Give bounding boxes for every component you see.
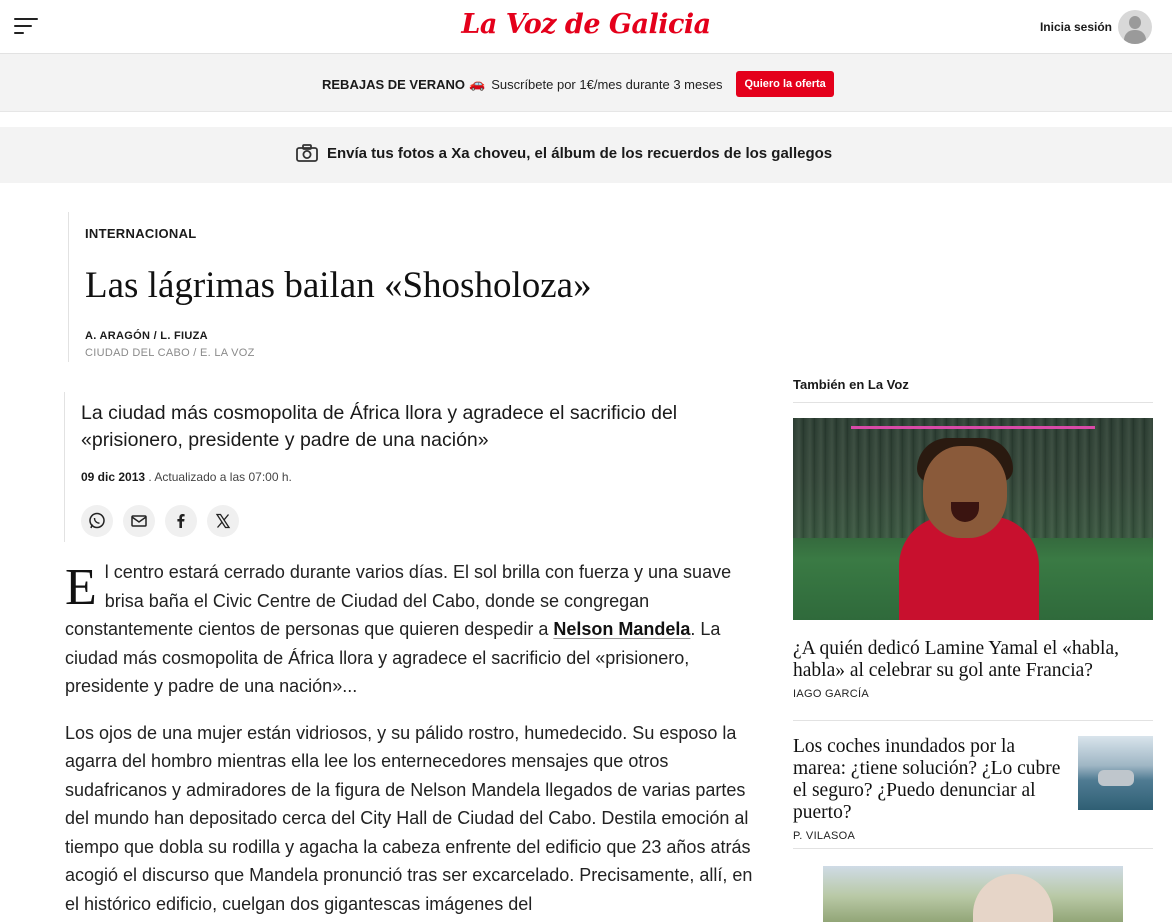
promo-text: Suscríbete por 1€/mes durante 3 meses xyxy=(491,76,723,92)
email-icon xyxy=(130,512,148,530)
related-item-title[interactable]: Los coches inundados por la marea: ¿tiene solución? ¿Lo cubre el seguro? ¿Puedo denunciar al puerto? xyxy=(793,736,1061,823)
paragraph-text: l centro estará cerrado durante varios días. El sol brilla con fuerza y una suave brisa baña el Civic Centre de Ciudad del Cabo, donde se congregan constantemente cientos de personas que quieren despedir a xyxy=(65,562,732,639)
article-updated: . Actualizado a las 07:00 h. xyxy=(148,470,292,484)
x-share-button[interactable] xyxy=(207,505,239,537)
promo-title: REBAJAS DE VERANO xyxy=(322,76,466,92)
drop-cap: E xyxy=(65,559,97,616)
whatsapp-share-button[interactable] xyxy=(81,505,113,537)
car-icon: 🚗 xyxy=(469,76,486,91)
article-date-line xyxy=(81,470,292,484)
promo-banner xyxy=(0,54,1172,112)
article-paragraph: Los ojos de una mujer están vidriosos, y su pálido rostro, humedecido. Su esposo la agarra del hombro mientras ella lee los enternecedores mensajes que otros sudafricanos y admiradores de la figura de Nelson Mandela llegados de varias partes del mundo han depositado cerca del City Hall de Ciudad del Cabo. Destila emoción al tiempo que dobla su rodilla y agacha la cabeza enfrente del edificio que 23 años atrás acogió el discurso que Mandela pronunció tras ser excarcelado. Precisamente, allí, en el histórico edificio, cuelgan dos gigantescas imágenes del xyxy=(65,722,753,914)
sidebar-title: También en La Voz xyxy=(793,374,1153,403)
related-item xyxy=(793,736,1063,842)
user-icon[interactable] xyxy=(1118,10,1152,44)
top-bar xyxy=(0,0,1172,54)
camera-icon xyxy=(296,144,318,162)
related-sidebar xyxy=(793,374,1153,842)
whatsapp-icon xyxy=(88,512,106,530)
article-header xyxy=(68,212,768,362)
related-item-author: IAGO GARCÍA xyxy=(793,688,870,700)
site-logo[interactable]: La Voz de Galicia xyxy=(461,9,711,40)
offer-button[interactable]: Quiero la oferta xyxy=(736,71,833,97)
email-share-button[interactable] xyxy=(123,505,155,537)
divider xyxy=(793,848,1153,849)
divider xyxy=(793,720,1153,721)
facebook-share-button[interactable] xyxy=(165,505,197,537)
photo-banner xyxy=(0,127,1172,183)
related-item-author: P. VILASOA xyxy=(793,830,856,842)
facebook-icon xyxy=(172,512,190,530)
login-link[interactable]: Inicia sesión xyxy=(1039,20,1112,34)
related-item-image[interactable] xyxy=(793,418,1153,620)
paragraph-text: . La ciudad más cosmopolita de África llora y agradece el sacrificio del «prisionero, presidente y padre de una nación»... xyxy=(65,619,721,696)
article-subtitle: La ciudad más cosmopolita de África llora y agradece el sacrificio del «prisionero, presidente y padre de una nación» xyxy=(81,402,678,451)
related-item-image[interactable] xyxy=(823,866,1123,922)
nelson-mandela-link[interactable]: Nelson Mandela xyxy=(553,619,691,639)
related-item xyxy=(793,638,1153,700)
section-label[interactable]: INTERNACIONAL xyxy=(85,226,197,241)
related-item-title[interactable]: ¿A quién dedicó Lamine Yamal el «habla, habla» al celebrar su gol ante Francia? xyxy=(793,638,1119,681)
article-authors: A. ARAGÓN / L. FIUZA xyxy=(85,330,208,342)
article-summary xyxy=(64,392,764,542)
related-item-image[interactable] xyxy=(1078,736,1153,810)
article-body xyxy=(65,558,765,922)
article-place: CIUDAD DEL CABO / E. LA VOZ xyxy=(85,347,255,359)
x-icon xyxy=(214,512,232,530)
article-date: 09 dic 2013 xyxy=(81,470,146,484)
article-paragraph xyxy=(65,558,765,701)
share-bar xyxy=(81,505,249,537)
photo-banner-link[interactable] xyxy=(296,144,832,162)
article-headline: Las lágrimas bailan «Shosholoza» xyxy=(85,265,592,306)
photo-banner-text: Envía tus fotos a Xa choveu, el álbum de los recuerdos de los gallegos xyxy=(327,144,833,162)
